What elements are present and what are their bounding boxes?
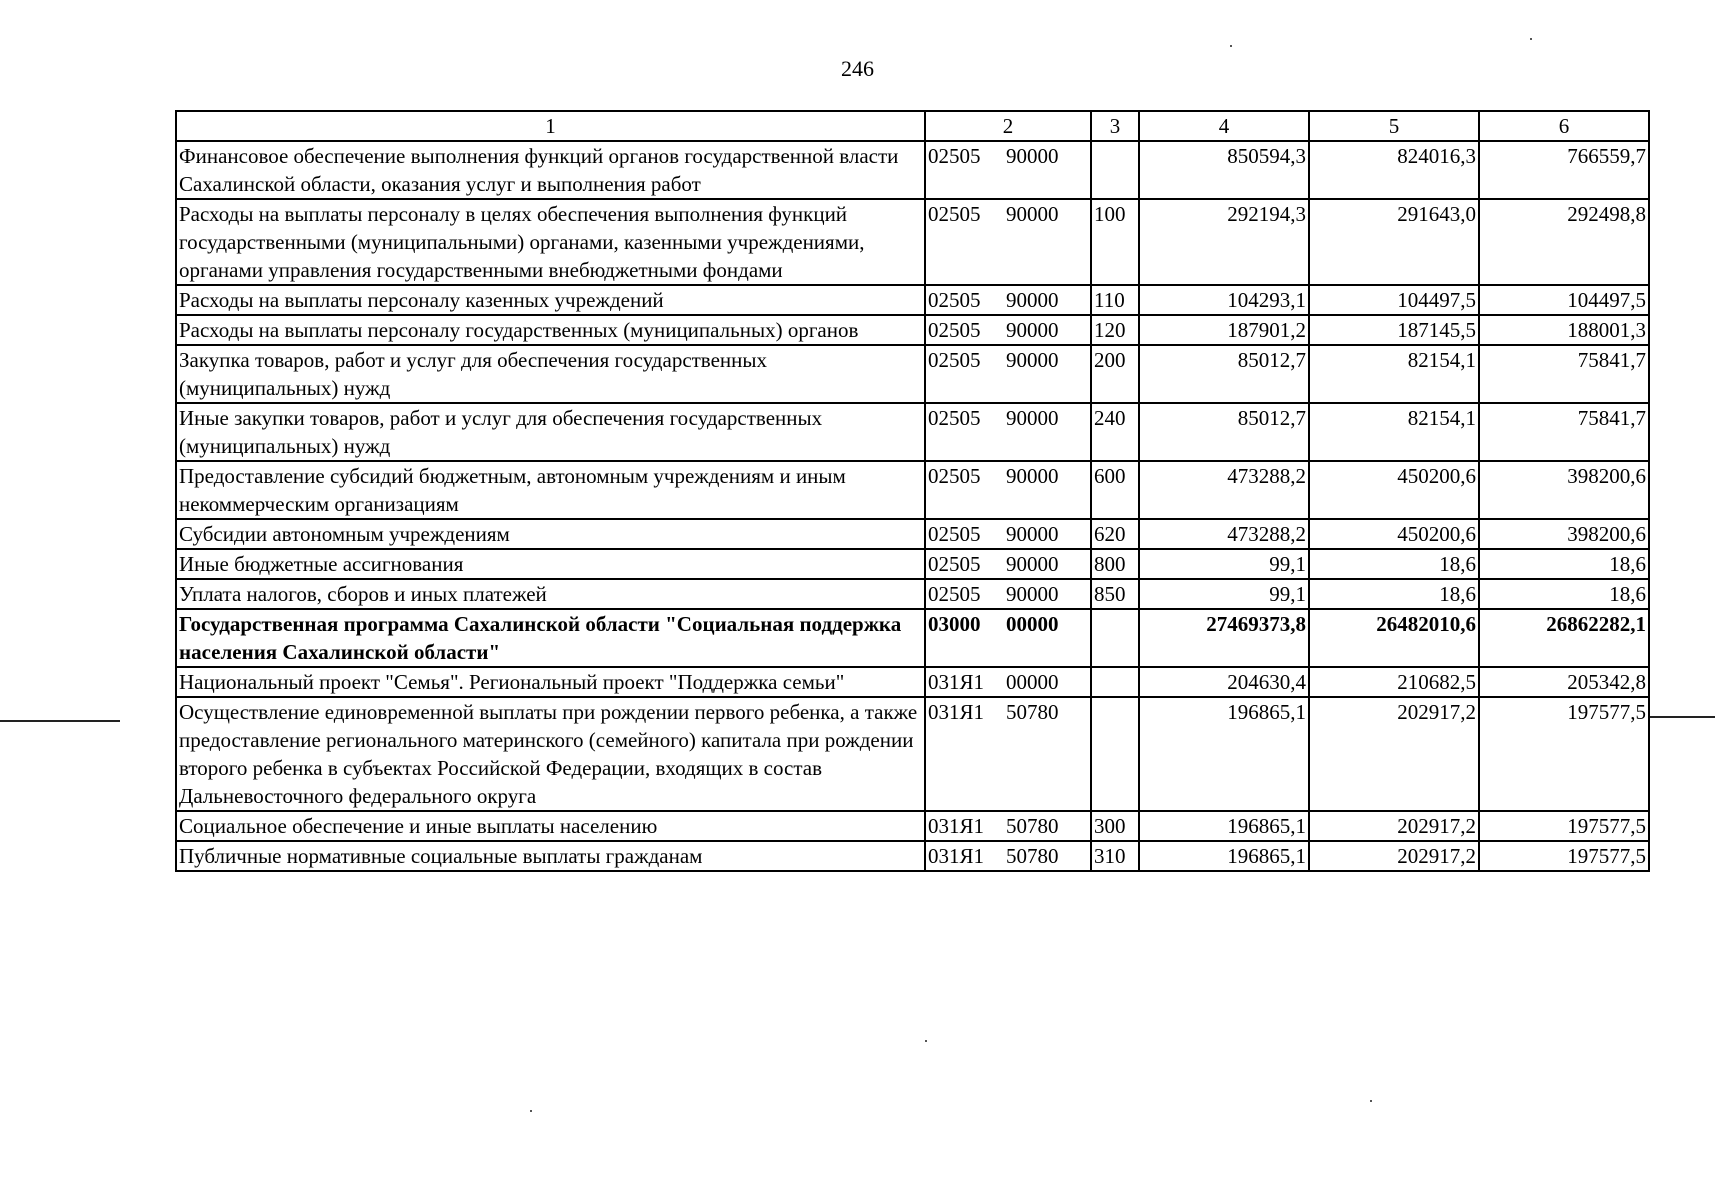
row-expense-type: [1091, 697, 1139, 811]
row-expense-type: 120: [1091, 315, 1139, 345]
row-value-col5: 450200,6: [1309, 461, 1479, 519]
row-code: [925, 199, 1091, 285]
row-code: [925, 403, 1091, 461]
row-expense-type: 600: [1091, 461, 1139, 519]
direction-code: 90000: [1006, 288, 1059, 312]
program-code: 031Я1: [928, 844, 985, 868]
row-value-col6: 197577,5: [1479, 697, 1649, 811]
row-expense-type: 620: [1091, 519, 1139, 549]
row-expense-type: 310: [1091, 841, 1139, 871]
direction-code: 90000: [1006, 464, 1059, 488]
row-value-col4: 85012,7: [1139, 403, 1309, 461]
row-value-col6: 188001,3: [1479, 315, 1649, 345]
row-code: [925, 697, 1091, 811]
row-name: Публичные нормативные социальные выплаты гражданам: [176, 841, 925, 871]
program-code: 031Я1: [928, 670, 985, 694]
direction-code: 50780: [1006, 844, 1059, 868]
row-value-col5: 82154,1: [1309, 345, 1479, 403]
program-code: 02505: [928, 348, 981, 372]
row-value-col5: 450200,6: [1309, 519, 1479, 549]
row-expense-type: [1091, 141, 1139, 199]
direction-code: 50780: [1006, 700, 1059, 724]
scan-speck: [530, 1110, 532, 1112]
row-value-col4: 196865,1: [1139, 841, 1309, 871]
row-value-col6: 197577,5: [1479, 841, 1649, 871]
row-value-col4: 204630,4: [1139, 667, 1309, 697]
row-value-col6: 398200,6: [1479, 519, 1649, 549]
row-value-col4: 187901,2: [1139, 315, 1309, 345]
row-name: Государственная программа Сахалинской области "Социальная поддержка населения Сахалинской области": [176, 609, 925, 667]
row-expense-type: 100: [1091, 199, 1139, 285]
table-row: [176, 315, 1649, 345]
row-code: [925, 285, 1091, 315]
table-row: [176, 697, 1649, 811]
row-value-col4: 196865,1: [1139, 697, 1309, 811]
row-value-col5: 18,6: [1309, 579, 1479, 609]
row-value-col5: 291643,0: [1309, 199, 1479, 285]
table-row: [176, 345, 1649, 403]
program-code: 02505: [928, 318, 981, 342]
scan-speck: [1530, 38, 1532, 40]
row-value-col5: 824016,3: [1309, 141, 1479, 199]
row-value-col4: 104293,1: [1139, 285, 1309, 315]
program-code: 02505: [928, 202, 981, 226]
program-code: 02505: [928, 144, 981, 168]
table-row: [176, 403, 1649, 461]
program-code: 02505: [928, 552, 981, 576]
program-code: 02505: [928, 582, 981, 606]
column-header-6: 6: [1479, 111, 1649, 141]
row-expense-type: 850: [1091, 579, 1139, 609]
table-row: [176, 609, 1649, 667]
direction-code: 90000: [1006, 582, 1059, 606]
table-row: [176, 141, 1649, 199]
direction-code: 90000: [1006, 406, 1059, 430]
row-value-col6: 104497,5: [1479, 285, 1649, 315]
direction-code: 00000: [1006, 612, 1059, 636]
table-row: [176, 285, 1649, 315]
row-name: Иные бюджетные ассигнования: [176, 549, 925, 579]
row-code: [925, 345, 1091, 403]
row-value-col6: 398200,6: [1479, 461, 1649, 519]
direction-code: 00000: [1006, 670, 1059, 694]
row-value-col4: 27469373,8: [1139, 609, 1309, 667]
row-value-col4: 292194,3: [1139, 199, 1309, 285]
row-code: [925, 579, 1091, 609]
direction-code: 90000: [1006, 348, 1059, 372]
column-header-4: 4: [1139, 111, 1309, 141]
row-code: [925, 841, 1091, 871]
row-name: Расходы на выплаты персоналу казенных учреждений: [176, 285, 925, 315]
row-name: Расходы на выплаты персоналу в целях обеспечения выполнения функций государственными (муниципальными) органами, казенными учреждениями, органами управления государственными внебюджетными фондами: [176, 199, 925, 285]
row-value-col5: 104497,5: [1309, 285, 1479, 315]
direction-code: 90000: [1006, 522, 1059, 546]
column-header-5: 5: [1309, 111, 1479, 141]
row-expense-type: 300: [1091, 811, 1139, 841]
table-row: [176, 811, 1649, 841]
row-value-col6: 75841,7: [1479, 345, 1649, 403]
row-expense-type: 110: [1091, 285, 1139, 315]
scan-margin-line-right: [1650, 716, 1715, 718]
direction-code: 50780: [1006, 814, 1059, 838]
row-value-col6: 292498,8: [1479, 199, 1649, 285]
row-value-col4: 850594,3: [1139, 141, 1309, 199]
row-name: Предоставление субсидий бюджетным, автономным учреждениям и иным некоммерческим организациям: [176, 461, 925, 519]
row-expense-type: 240: [1091, 403, 1139, 461]
row-expense-type: 200: [1091, 345, 1139, 403]
row-value-col6: 205342,8: [1479, 667, 1649, 697]
row-name: Социальное обеспечение и иные выплаты населению: [176, 811, 925, 841]
row-value-col4: 473288,2: [1139, 519, 1309, 549]
row-value-col6: 75841,7: [1479, 403, 1649, 461]
row-value-col4: 85012,7: [1139, 345, 1309, 403]
row-value-col4: 196865,1: [1139, 811, 1309, 841]
row-code: [925, 461, 1091, 519]
row-value-col5: 202917,2: [1309, 841, 1479, 871]
program-code: 02505: [928, 288, 981, 312]
table-row: [176, 549, 1649, 579]
row-name: Национальный проект "Семья". Региональный проект "Поддержка семьи": [176, 667, 925, 697]
program-code: 03000: [928, 612, 981, 636]
row-name: Закупка товаров, работ и услуг для обеспечения государственных (муниципальных) нужд: [176, 345, 925, 403]
row-value-col5: 26482010,6: [1309, 609, 1479, 667]
row-value-col5: 187145,5: [1309, 315, 1479, 345]
scan-speck: [925, 1040, 927, 1042]
column-header-2: 2: [925, 111, 1091, 141]
row-code: [925, 609, 1091, 667]
table-row: [176, 841, 1649, 871]
row-name: Иные закупки товаров, работ и услуг для обеспечения государственных (муниципальных) нужд: [176, 403, 925, 461]
row-value-col5: 210682,5: [1309, 667, 1479, 697]
direction-code: 90000: [1006, 552, 1059, 576]
row-code: [925, 315, 1091, 345]
row-code: [925, 141, 1091, 199]
row-name: Осуществление единовременной выплаты при рождении первого ребенка, а также предоставление регионального материнского (семейного) капитала при рождении второго ребенка в субъектах Российской Федерации, входящих в состав Дальневосточного федерального округа: [176, 697, 925, 811]
table-row: [176, 579, 1649, 609]
row-value-col5: 18,6: [1309, 549, 1479, 579]
scan-speck: [1230, 45, 1232, 47]
row-value-col6: 18,6: [1479, 579, 1649, 609]
table-row: [176, 461, 1649, 519]
row-code: [925, 811, 1091, 841]
row-expense-type: [1091, 667, 1139, 697]
row-value-col6: 26862282,1: [1479, 609, 1649, 667]
row-code: [925, 667, 1091, 697]
direction-code: 90000: [1006, 144, 1059, 168]
row-value-col4: 99,1: [1139, 549, 1309, 579]
row-value-col5: 202917,2: [1309, 697, 1479, 811]
row-name: Субсидии автономным учреждениям: [176, 519, 925, 549]
program-code: 031Я1: [928, 814, 985, 838]
program-code: 02505: [928, 406, 981, 430]
row-value-col4: 99,1: [1139, 579, 1309, 609]
scan-speck: [1370, 1100, 1372, 1102]
table-header-row: [176, 111, 1649, 141]
row-value-col5: 202917,2: [1309, 811, 1479, 841]
page-number: 246: [841, 56, 874, 81]
row-value-col5: 82154,1: [1309, 403, 1479, 461]
row-name: Финансовое обеспечение выполнения функций органов государственной власти Сахалинской области, оказания услуг и выполнения работ: [176, 141, 925, 199]
row-value-col4: 473288,2: [1139, 461, 1309, 519]
budget-table: [175, 110, 1650, 872]
program-code: 02505: [928, 522, 981, 546]
row-value-col6: 18,6: [1479, 549, 1649, 579]
row-name: Уплата налогов, сборов и иных платежей: [176, 579, 925, 609]
row-expense-type: [1091, 609, 1139, 667]
table-row: [176, 199, 1649, 285]
table-row: [176, 667, 1649, 697]
direction-code: 90000: [1006, 318, 1059, 342]
table-body: [176, 141, 1649, 871]
row-expense-type: 800: [1091, 549, 1139, 579]
column-header-3: 3: [1091, 111, 1139, 141]
program-code: 02505: [928, 464, 981, 488]
direction-code: 90000: [1006, 202, 1059, 226]
table-row: [176, 519, 1649, 549]
row-code: [925, 519, 1091, 549]
program-code: 031Я1: [928, 700, 985, 724]
row-value-col6: 766559,7: [1479, 141, 1649, 199]
column-header-1: 1: [176, 111, 925, 141]
row-code: [925, 549, 1091, 579]
row-name: Расходы на выплаты персоналу государственных (муниципальных) органов: [176, 315, 925, 345]
row-value-col6: 197577,5: [1479, 811, 1649, 841]
scan-margin-line-left: [0, 720, 120, 722]
